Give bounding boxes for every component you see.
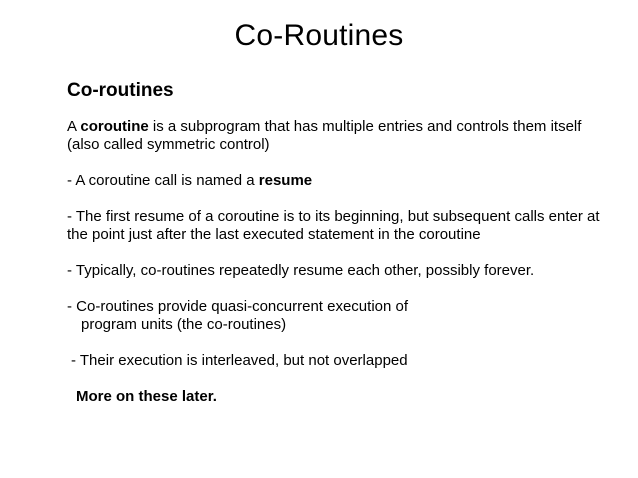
definition-term: coroutine — [80, 118, 149, 135]
definition-prefix: A — [67, 118, 81, 135]
closing-note: More on these later. — [76, 388, 217, 405]
paragraph-quasi-concurrent — [67, 298, 607, 334]
section-heading: Co-routines — [67, 80, 174, 101]
resume-term: resume — [258, 172, 313, 189]
slide-body — [67, 80, 607, 424]
slide-title: Co-Routines — [234, 19, 404, 52]
quasi-concurrent-line-2: program units (the co-routines) — [81, 316, 287, 333]
quasi-concurrent-line-1: - Co-routines provide quasi-concurrent execution of — [67, 298, 409, 315]
resume-prefix: - A coroutine call is named a — [67, 172, 259, 189]
paragraph-repeated-resume: - Typically, co-routines repeatedly resume each other, possibly forever. — [67, 262, 535, 279]
definition-text: is a subprogram that has multiple entries and controls them itself (also called symmetric control) — [67, 118, 582, 153]
paragraph-coroutine-definition — [67, 118, 607, 154]
paragraph-resume — [67, 172, 607, 190]
paragraph-first-resume: - The first resume of a coroutine is to its beginning, but subsequent calls enter at the point just after the last executed statement in the coroutine — [67, 208, 600, 243]
paragraph-interleaved: - Their execution is interleaved, but not overlapped — [71, 352, 408, 369]
